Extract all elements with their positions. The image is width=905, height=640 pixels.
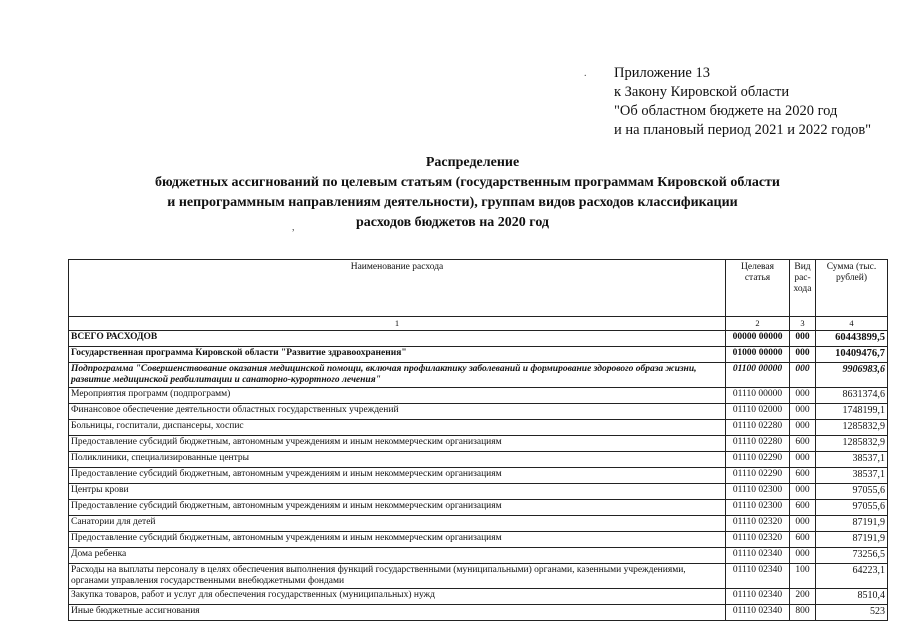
row-code: 01110 02340 (726, 564, 790, 589)
row-code: 01000 00000 (726, 347, 790, 363)
table-row (69, 548, 888, 564)
appendix-header (614, 64, 871, 140)
row-vid: 000 (790, 548, 816, 564)
row-vid: 000 (790, 420, 816, 436)
title-line-1: Распределение (425, 155, 520, 170)
header-code: Целевая статья (726, 260, 790, 317)
row-sum: 9906983,6 (816, 363, 888, 388)
row-vid: 800 (790, 605, 816, 621)
row-sum: 38537,1 (816, 452, 888, 468)
row-vid: 600 (790, 532, 816, 548)
row-code: 01110 02000 (726, 404, 790, 420)
row-vid: 600 (790, 468, 816, 484)
row-vid: 000 (790, 516, 816, 532)
row-sum: 73256,5 (816, 548, 888, 564)
table-row (69, 404, 888, 420)
table-row (69, 436, 888, 452)
row-vid: 000 (790, 404, 816, 420)
header-name: Наименование расхода (69, 260, 726, 317)
row-code: 01110 02300 (726, 484, 790, 500)
column-number-row (69, 317, 888, 331)
column-number: 2 (726, 317, 790, 331)
row-code: 01110 02340 (726, 605, 790, 621)
row-name: Поликлиники, специализированные центры (69, 452, 726, 468)
row-vid: 600 (790, 500, 816, 516)
row-code: 01110 02280 (726, 436, 790, 452)
table-row (69, 420, 888, 436)
row-sum: 38537,1 (816, 468, 888, 484)
row-vid: 000 (790, 388, 816, 404)
table-row (69, 605, 888, 621)
table-row (69, 484, 888, 500)
row-sum: 97055,6 (816, 484, 888, 500)
table-row (69, 452, 888, 468)
row-name: Дома ребенка (69, 548, 726, 564)
header-sum: Сумма (тыс. рублей) (816, 260, 888, 317)
column-number: 3 (790, 317, 816, 331)
row-sum: 60443899,5 (816, 331, 888, 347)
row-code: 01110 02340 (726, 589, 790, 605)
row-sum: 1285832,9 (816, 436, 888, 452)
row-name: Санатории для детей (69, 516, 726, 532)
row-sum: 64223,1 (816, 564, 888, 589)
row-vid: 000 (790, 363, 816, 388)
row-vid: 600 (790, 436, 816, 452)
row-name: Финансовое обеспечение деятельности областных государственных учреждений (69, 404, 726, 420)
row-sum: 1748199,1 (816, 404, 888, 420)
row-code: 01110 02290 (726, 468, 790, 484)
table-row (69, 532, 888, 548)
table-row-total (69, 331, 888, 347)
row-vid: 000 (790, 331, 816, 347)
row-name: Иные бюджетные ассигнования (69, 605, 726, 621)
row-code: 01110 02320 (726, 532, 790, 548)
row-name: Закупка товаров, работ и услуг для обеспечения государственных (муниципальных) нужд (69, 589, 726, 605)
row-code: 01110 02320 (726, 516, 790, 532)
row-code: 01110 00000 (726, 388, 790, 404)
column-number: 1 (69, 317, 726, 331)
table-row-program (69, 347, 888, 363)
table-row (69, 500, 888, 516)
title-line-2: бюджетных ассигнований по целевым статьям (государственным программам Кировской области (155, 175, 780, 190)
title-line-4: расходов бюджетов на 2020 год (356, 215, 549, 230)
row-code: 01110 02300 (726, 500, 790, 516)
row-name: Расходы на выплаты персоналу в целях обеспечения выполнения функций государственными (муниципальными) органами, казенными учреждениями, органами управления государственными внебюджетными фондами (69, 564, 726, 589)
column-number: 4 (816, 317, 888, 331)
appendix-law-period: и на плановый период 2021 и 2022 годов" (614, 122, 872, 138)
table-row (69, 468, 888, 484)
row-name: Мероприятия программ (подпрограмм) (69, 388, 726, 404)
table-row (69, 564, 888, 589)
row-sum: 1285832,9 (816, 420, 888, 436)
appendix-law-title: "Об областном бюджете на 2020 год (614, 103, 838, 119)
row-name: Государственная программа Кировской области "Развитие здравоохранения" (69, 347, 726, 363)
table-header-row (69, 260, 888, 317)
row-code: 01100 00000 (726, 363, 790, 388)
row-name: Предоставление субсидий бюджетным, автономным учреждениям и иным некоммерческим организациям (69, 436, 726, 452)
document-title (0, 153, 905, 233)
row-vid: 200 (790, 589, 816, 605)
table-row-subprogram (69, 363, 888, 388)
row-vid: 100 (790, 564, 816, 589)
row-sum: 523 (816, 605, 888, 621)
appendix-law-ref: к Закону Кировской области (614, 84, 790, 100)
budget-table (68, 259, 888, 621)
row-vid: 000 (790, 347, 816, 363)
table-row (69, 589, 888, 605)
row-code: 01110 02290 (726, 452, 790, 468)
row-name: Предоставление субсидий бюджетным, автономным учреждениям и иным некоммерческим организациям (69, 532, 726, 548)
row-name: ВСЕГО РАСХОДОВ (69, 331, 726, 347)
row-sum: 97055,6 (816, 500, 888, 516)
row-name: Предоставление субсидий бюджетным, автономным учреждениям и иным некоммерческим организациям (69, 468, 726, 484)
row-name: Предоставление субсидий бюджетным, автономным учреждениям и иным некоммерческим организациям (69, 500, 726, 516)
table-row (69, 516, 888, 532)
row-name: Больницы, госпитали, диспансеры, хоспис (69, 420, 726, 436)
appendix-number: Приложение 13 (614, 65, 710, 81)
row-vid: 000 (790, 452, 816, 468)
title-line-3: и непрограммным направлениям деятельности), группам видов расходов классификации (167, 195, 738, 210)
row-sum: 87191,9 (816, 516, 888, 532)
table-row (69, 388, 888, 404)
row-name: Подпрограмма "Совершенствование оказания медицинской помощи, включая профилактику заболеваний и формирование здорового образа жизни, развитие медицинской реабилитации и санаторно-курортного лечения" (69, 363, 726, 388)
row-name: Центры крови (69, 484, 726, 500)
row-code: 01110 02280 (726, 420, 790, 436)
header-vid: Вид рас-хода (790, 260, 816, 317)
row-sum: 87191,9 (816, 532, 888, 548)
row-code: 00000 00000 (726, 331, 790, 347)
row-vid: 000 (790, 484, 816, 500)
row-sum: 8510,4 (816, 589, 888, 605)
row-sum: 8631374,6 (816, 388, 888, 404)
row-code: 01110 02340 (726, 548, 790, 564)
row-sum: 10409476,7 (816, 347, 888, 363)
